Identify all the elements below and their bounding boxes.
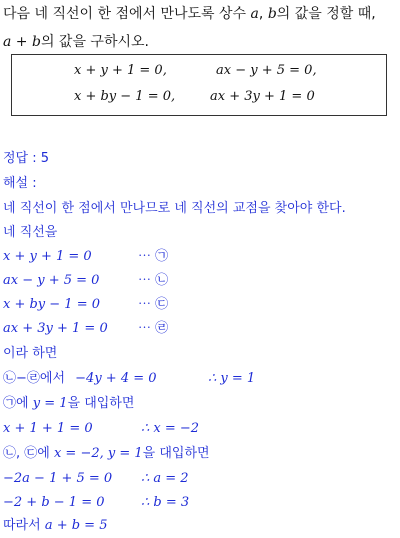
problem-text-suffix: 의 값을 정할 때, [276,6,376,22]
sum-expression: a + b [3,34,41,50]
line-eq-4 [3,317,169,341]
final-expr: a + b = 5 [44,518,108,533]
line-eq-2-tag [138,269,168,293]
step-1-label: ㉡−㉣에서 [3,371,66,386]
equation-2: ax − y + 5 = 0, [216,63,317,78]
line-eq-4-tag [138,317,168,341]
step-1 [3,367,256,391]
final-answer [3,514,107,538]
step-2-result: ∴ x = −2 [141,421,200,436]
problem-question: 의 값을 구하시오. [40,34,149,50]
line-eq-2 [3,269,169,293]
step-3a [3,467,189,491]
equation-1: x + y + 1 = 0, [74,63,167,78]
equations-box [11,54,387,116]
step-1-result: ∴ y = 1 [208,371,256,386]
line-eq-3 [3,293,169,317]
problem-line-2 [3,28,397,56]
answer: 정답 : 5 [3,151,50,166]
explanation-intro: 네 직선이 한 점에서 만나므로 네 직선의 교점을 찾아야 한다. [3,201,346,216]
line-eq-4-expr: ax + 3y + 1 = 0 [3,321,108,336]
var-a: a [250,6,259,22]
step-1-expr: −4y + 4 = 0 [75,371,157,386]
step-2-tag: ㉠ [3,396,17,411]
step-3b [3,491,190,515]
var-b: b [267,6,277,22]
comma: , [258,6,268,22]
equation-3: x + by − 1 = 0, [74,89,176,104]
step-3-tags: ㉡, ㉢ [3,446,38,461]
line-eq-1-tag [138,245,168,269]
line-eq-1-expr: x + y + 1 = 0 [3,249,92,264]
step-3b-expr: −2 + b − 1 = 0 [3,495,105,510]
equation-4: ax + 3y + 1 = 0 [210,89,315,104]
final-prefix: 따라서 [3,518,45,533]
step-3a-result: ∴ a = 2 [141,471,189,486]
ellipsis: ⋯ [138,249,152,264]
ellipsis: ⋯ [138,273,152,288]
let-text: 이라 하면 [3,346,58,361]
step-2-expr: x + 1 + 1 = 0 [3,421,93,436]
step-2-end: 을 대입하면 [67,396,135,411]
step-3b-result: ∴ b = 3 [141,495,190,510]
problem-statement [3,0,397,56]
step-3-label [3,442,210,466]
circled-label: ㉣ [155,321,169,336]
line-eq-2-expr: ax − y + 5 = 0 [3,273,100,288]
step-2 [3,417,200,441]
step-3-end: 을 대입하면 [142,446,210,461]
step-2-mid: 에 [16,396,33,411]
lines-intro: 네 직선을 [3,225,58,240]
circled-label: ㉢ [155,297,169,312]
line-eq-3-tag [138,293,168,317]
step-3-mid: 에 [37,446,54,461]
explanation-label: 해설 : [3,176,37,191]
step-3-sub-expr: x = −2, y = 1 [53,446,143,461]
step-2-sub-expr: y = 1 [32,396,68,411]
line-eq-1 [3,245,169,269]
circled-label: ㉡ [155,273,169,288]
problem-line-1 [3,0,397,28]
line-eq-3-expr: x + by − 1 = 0 [3,297,101,312]
problem-text-prefix: 다음 네 직선이 한 점에서 만나도록 상수 [3,6,251,22]
ellipsis: ⋯ [138,297,152,312]
circled-label: ㉠ [155,249,169,264]
step-2-label [3,392,134,416]
step-3a-expr: −2a − 1 + 5 = 0 [3,471,113,486]
ellipsis: ⋯ [138,321,152,336]
